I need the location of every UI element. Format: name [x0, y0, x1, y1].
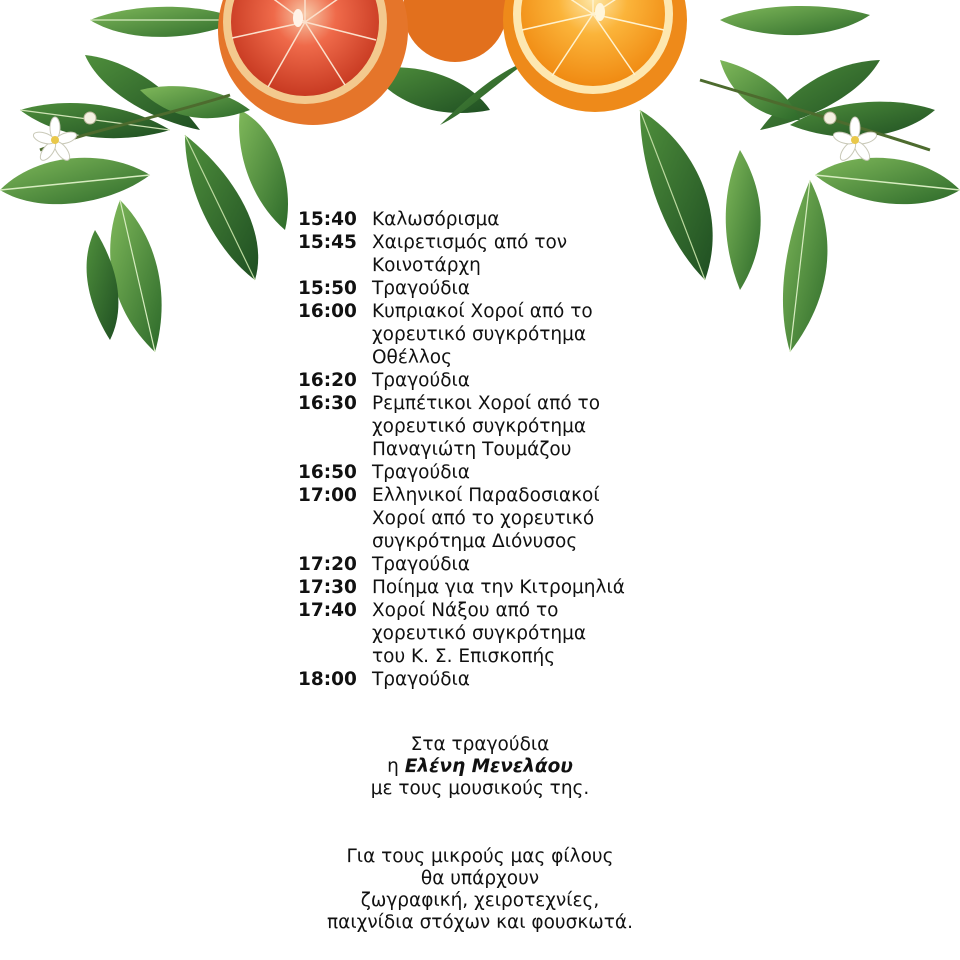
schedule-description	[372, 484, 758, 553]
kids-line: θα υπάρχουν	[420, 868, 540, 889]
schedule-description-line: Χοροί Νάξου από το	[372, 600, 559, 621]
schedule-time: 16:50	[298, 462, 357, 483]
schedule-description-line: Χαιρετισμός από τον	[372, 232, 568, 253]
schedule-description-line: Κοινοτάρχη	[372, 255, 481, 276]
schedule-time: 15:40	[298, 209, 357, 230]
schedule-description-line: Παναγιώτη Τουμάζου	[372, 439, 572, 460]
schedule-description-line: του Κ. Σ. Επισκοπής	[372, 646, 556, 667]
orange-fruit-icon	[503, 0, 687, 112]
schedule-time: 15:50	[298, 278, 357, 299]
schedule-description-line: Κυπριακοί Χοροί από το	[372, 301, 593, 322]
singers-line: με τους μουσικούς της.	[370, 778, 590, 799]
orange-fruit-icon	[218, 0, 408, 125]
schedule-description-line: Ελληνικοί Παραδοσιακοί	[372, 485, 600, 506]
schedule-description	[372, 392, 758, 461]
singer-name: Ελένη Μενελάου	[404, 756, 573, 777]
schedule-description-line: Καλωσόρισμα	[372, 209, 500, 230]
schedule-description-line: Τραγούδια	[372, 278, 470, 299]
schedule-description	[372, 300, 758, 369]
schedule-row	[298, 553, 758, 576]
schedule-row	[298, 461, 758, 484]
orange-fruit-icon	[403, 0, 507, 62]
schedule-description-line: Χοροί από το χορευτικό	[372, 508, 595, 529]
schedule-description	[372, 231, 758, 277]
schedule-row	[298, 668, 758, 691]
schedule-time: 17:00	[298, 485, 357, 506]
schedule-row	[298, 369, 758, 392]
schedule-row	[298, 277, 758, 300]
leaf-icon	[815, 158, 960, 204]
leaf-icon	[720, 6, 870, 35]
schedule-time: 17:20	[298, 554, 357, 575]
schedule-time: 18:00	[298, 669, 357, 690]
schedule-description	[372, 576, 758, 599]
schedule-description	[372, 277, 758, 300]
schedule-row	[298, 484, 758, 553]
schedule-description	[372, 599, 758, 668]
schedule-description-line: Ρεμπέτικοι Χοροί από το	[372, 393, 601, 414]
event-schedule	[298, 208, 758, 691]
schedule-description-line: χορευτικό συγκρότημα	[372, 623, 587, 644]
schedule-row	[298, 576, 758, 599]
schedule-row	[298, 599, 758, 668]
schedule-description-line: Τραγούδια	[372, 370, 470, 391]
schedule-time: 15:45	[298, 232, 357, 253]
schedule-description-line: χορευτικό συγκρότημα	[372, 324, 587, 345]
schedule-description-line: Ποίημα για την Κιτρομηλιά	[372, 577, 625, 598]
schedule-description	[372, 369, 758, 392]
singers-prefix: η	[387, 756, 405, 777]
schedule-description-line: Τραγούδια	[372, 669, 470, 690]
kids-note	[0, 846, 960, 934]
leaf-icon	[90, 7, 240, 37]
schedule-row	[298, 208, 758, 231]
schedule-description-line: Οθέλλος	[372, 347, 452, 368]
schedule-time: 17:40	[298, 600, 357, 621]
schedule-description-line: χορευτικό συγκρότημα	[372, 416, 587, 437]
schedule-description	[372, 461, 758, 484]
leaf-icon	[783, 180, 827, 352]
schedule-time: 16:20	[298, 370, 357, 391]
singers-line: Στα τραγούδια	[410, 734, 550, 755]
singers-note	[0, 734, 960, 800]
schedule-time: 16:30	[298, 393, 357, 414]
schedule-description-line: συγκρότημα Διόνυσος	[372, 531, 578, 552]
kids-line: Για τους μικρούς μας φίλους	[346, 846, 614, 867]
schedule-row	[298, 231, 758, 277]
schedule-row	[298, 392, 758, 461]
schedule-time: 16:00	[298, 301, 357, 322]
kids-line: παιχνίδια στόχων και φουσκωτά.	[327, 912, 633, 933]
leaf-icon	[110, 200, 161, 352]
schedule-description	[372, 668, 758, 691]
kids-line: ζωγραφική, χειροτεχνίες,	[360, 890, 600, 911]
leaf-icon	[0, 158, 150, 204]
singers-line	[0, 756, 960, 778]
schedule-row	[298, 300, 758, 369]
schedule-description	[372, 208, 758, 231]
schedule-description	[372, 553, 758, 576]
schedule-description-line: Τραγούδια	[372, 554, 470, 575]
schedule-description-line: Τραγούδια	[372, 462, 470, 483]
schedule-time: 17:30	[298, 577, 357, 598]
